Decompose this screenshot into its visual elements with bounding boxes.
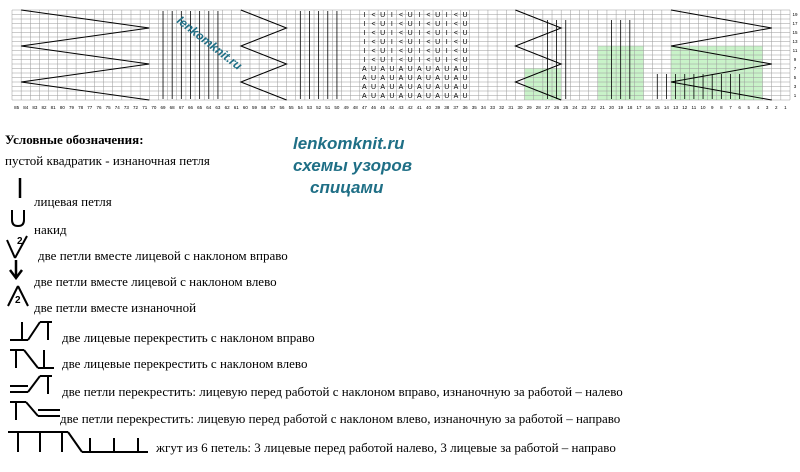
lace-stitch-mark: < [453,57,458,64]
col-number: 74 [114,105,120,110]
lace-stitch-mark: A [416,75,422,82]
legend-item-cross-left: две лицевые перекрестить с наклоном влево [62,356,308,371]
lace-stitch-mark: A [380,66,386,73]
col-number: 9 [710,105,714,110]
cross-knit-purl-left-icon [8,398,64,424]
lace-stitch-mark: < [398,57,404,64]
lace-stitch-mark: < [371,57,376,64]
lace-stitch-mark: A [362,93,367,100]
col-number: 46 [371,105,377,110]
lace-stitch-mark: I [363,30,366,37]
lace-stitch-mark: A [398,66,404,73]
lace-stitch-mark: < [371,39,376,46]
lace-stitch-mark: U [389,66,395,73]
lace-stitch-mark: < [371,30,376,37]
lace-stitch-mark: A [398,84,404,91]
lace-stitch-mark: I [418,57,421,64]
lace-stitch-mark: I [445,48,448,55]
lace-stitch-mark: U [389,84,395,91]
col-number: 57 [270,105,276,110]
col-number: 19 [618,105,624,110]
lace-stitch-mark: U [435,12,441,19]
lace-stitch-mark: < [453,12,458,19]
row-number: 15 [792,30,798,35]
k2tog-right-icon [5,232,31,260]
legend-item-knit: лицевая петля [34,194,112,209]
p2tog-icon [6,284,30,308]
col-number: 49 [343,105,349,110]
col-number: 31 [508,105,514,110]
lace-stitch-mark: I [445,39,448,46]
lace-stitch-mark: U [380,39,386,46]
lace-stitch-mark: I [445,57,448,64]
lace-stitch-mark: A [416,93,422,100]
lace-stitch-mark: U [435,21,441,28]
legend-empty-square: пустой квадратик - изнаночная петля [5,153,210,168]
col-number: 54 [297,105,303,110]
lace-stitch-mark: < [453,39,458,46]
legend-item-cable-6: жгут из 6 петель: 3 лицевые перед работой налево, 3 лицевые за работой – направо [156,440,616,455]
lace-stitch-mark: < [398,39,404,46]
lace-stitch-mark: I [418,48,421,55]
col-number: 26 [554,105,560,110]
col-number: 65 [197,105,203,110]
col-number: 33 [490,105,496,110]
col-number: 25 [563,105,569,110]
col-number: 73 [123,105,129,110]
col-number: 85 [14,105,20,110]
col-number: 66 [187,105,193,110]
col-number: 29 [526,105,532,110]
chart-watermark: lenkomknit.ru [174,13,245,73]
lace-stitch-mark: U [462,93,468,100]
lace-stitch-mark: I [390,21,393,28]
lace-stitch-mark: U [380,57,386,64]
lace-stitch-mark: I [363,39,366,46]
row-numbers [792,12,798,98]
lace-stitch-mark: < [371,12,376,19]
knitting-chart [0,0,800,120]
col-number: 39 [435,105,441,110]
col-number: 53 [306,105,312,110]
lace-stitch-mark: A [362,66,367,73]
lace-stitch-mark: U [380,12,386,19]
col-number: 5 [747,105,751,110]
col-number: 77 [87,105,93,110]
row-number: 5 [793,75,797,80]
col-number: 58 [261,105,267,110]
col-number: 28 [535,105,541,110]
lace-stitch-mark: A [380,75,386,82]
col-number: 84 [23,105,29,110]
col-number: 23 [581,105,587,110]
lace-stitch-mark: U [435,57,441,64]
lace-stitch-mark: U [444,66,450,73]
brand-line-3: спицами [310,178,384,197]
lace-stitch-mark: U [462,57,468,64]
col-number: 16 [645,105,651,110]
lace-stitch-mark: U [435,30,441,37]
lace-stitch-mark: A [398,75,404,82]
lace-stitch-mark: U [380,30,386,37]
col-number: 1 [784,105,787,110]
lace-stitch-mark: U [407,30,413,37]
lace-stitch-mark: U [462,12,468,19]
lace-stitch-mark: U [462,75,468,82]
lace-stitch-mark: U [389,75,395,82]
lace-stitch-mark: U [371,84,377,91]
lace-stitch-mark: A [362,75,367,82]
lace-stitch-mark: I [390,48,393,55]
col-number: 10 [700,105,706,110]
legend-item-p2tog: две петли вместе изнаночной [34,300,197,315]
col-number: 50 [334,105,340,110]
lace-stitch-mark: U [407,21,413,28]
lace-stitch-mark: I [390,39,393,46]
brand-line-2: схемы узоров [293,156,413,175]
col-number: 68 [169,105,175,110]
column-numbers [14,105,787,110]
legend-item-k2tog-left: две петли вместе лицевой с наклоном влево [34,274,277,289]
col-number: 42 [407,105,413,110]
col-number: 6 [738,105,741,110]
col-number: 12 [682,105,688,110]
row-number: 9 [793,57,797,62]
lace-stitch-mark: U [425,66,431,73]
lace-stitch-mark: A [380,84,386,91]
col-number: 41 [416,105,422,110]
lace-stitch-mark: A [416,66,422,73]
legend-item-yarn-over: накид [34,222,67,237]
lace-stitch-mark: I [363,12,366,19]
col-number: 27 [544,105,550,110]
col-number: 20 [609,105,615,110]
legend-item-cross-knit-purl-left: две петли перекрестить: лицевую перед работой с наклоном влево, изнаночную за работой – направо [60,411,621,426]
row-number: 3 [793,84,797,89]
row-number: 17 [792,21,798,26]
lace-stitch-mark: A [435,84,440,91]
lace-stitch-mark: U [462,30,468,37]
lace-stitch-mark: U [462,66,468,73]
lace-stitch-mark: < [426,48,431,55]
lace-stitch-mark: I [445,21,448,28]
col-number: 51 [325,105,331,110]
lace-stitch-mark: < [398,30,404,37]
cable-6-icon [6,428,152,456]
lace-stitch-mark: U [425,93,431,100]
lace-stitch-mark: A [435,75,440,82]
knit-stitch-icon [12,176,32,200]
lace-stitch-mark: U [371,93,377,100]
col-number: 81 [50,105,56,110]
col-number: 36 [462,105,468,110]
col-number: 43 [398,105,404,110]
lace-stitch-mark: U [407,66,413,73]
lace-stitch-mark: < [398,12,404,19]
lace-stitch-mark: I [445,12,448,19]
lace-stitch-mark: A [398,93,404,100]
col-number: 22 [590,105,596,110]
col-number: 4 [756,105,760,110]
lace-stitch-mark: U [407,84,413,91]
lace-stitch-mark: U [389,93,395,100]
col-number: 62 [224,105,230,110]
lace-stitch-mark: < [398,48,404,55]
lace-stitch-mark: A [362,84,367,91]
row-number: 19 [792,12,798,17]
lace-stitch-mark: < [426,21,431,28]
lace-stitch-mark: A [416,84,422,91]
lace-stitch-mark: A [453,84,459,91]
lace-stitch-mark: U [462,84,468,91]
col-number: 17 [636,105,642,110]
col-number: 24 [572,105,578,110]
col-number: 83 [32,105,38,110]
col-number: 64 [206,105,212,110]
lace-stitch-mark: A [453,75,459,82]
col-number: 72 [133,105,139,110]
col-number: 59 [252,105,258,110]
col-number: 69 [160,105,166,110]
lace-stitch-mark: < [426,39,431,46]
col-number: 21 [599,105,605,110]
row-number: 1 [793,93,797,98]
col-number: 71 [142,105,148,110]
lace-stitch-mark: I [418,30,421,37]
col-number: 30 [517,105,523,110]
lace-stitch-mark: A [380,93,386,100]
lace-stitch-mark: < [371,48,376,55]
lace-stitch-mark: I [363,57,366,64]
col-number: 37 [453,105,459,110]
col-number: 55 [288,105,294,110]
cross-right-icon [8,318,58,344]
lace-stitch-mark: < [426,57,431,64]
lace-stitch-mark: U [444,75,450,82]
legend-item-k2tog-right: две петли вместе лицевой с наклоном вправо [38,248,288,263]
svg-text:2: 2 [15,295,21,306]
lace-stitch-mark: U [444,93,450,100]
col-number: 34 [480,105,486,110]
yarn-over-icon [8,208,28,228]
col-number: 7 [729,105,732,110]
lace-stitch-mark: U [435,48,441,55]
col-number: 8 [720,105,723,110]
svg-text:2: 2 [17,236,23,247]
col-number: 75 [105,105,111,110]
lace-stitch-mark: I [418,12,421,19]
lace-stitch-mark: U [425,84,431,91]
lace-stitch-mark: U [371,66,377,73]
lace-stitch-mark: U [425,75,431,82]
lace-stitch-mark: < [371,21,376,28]
col-number: 47 [361,105,367,110]
col-number: 82 [41,105,47,110]
col-number: 14 [663,105,669,110]
col-number: 60 [242,105,248,110]
lace-stitch-mark: U [407,57,413,64]
lace-stitch-mark: A [453,93,459,100]
col-number: 52 [316,105,322,110]
col-number: 3 [765,105,769,110]
col-number: 63 [215,105,221,110]
lace-stitch-mark: I [390,12,393,19]
col-number: 67 [178,105,184,110]
lace-stitch-mark: I [418,21,421,28]
lace-stitch-mark: I [390,57,393,64]
col-number: 32 [499,105,505,110]
lace-stitch-mark: < [398,21,404,28]
lace-stitch-mark: A [453,66,459,73]
lace-stitch-mark: < [453,21,458,28]
lace-stitch-mark: I [418,39,421,46]
col-number: 35 [471,105,477,110]
col-number: 79 [68,105,75,110]
col-number: 61 [233,105,239,110]
lace-stitch-mark: U [380,48,386,55]
row-number: 13 [792,39,798,44]
col-number: 18 [627,105,633,110]
lace-stitch-mark: I [445,30,448,37]
lace-stitch-mark: A [435,93,440,100]
col-number: 40 [425,105,431,110]
lace-stitch-mark: U [380,21,386,28]
brand-line-1: lenkomknit.ru [293,134,405,153]
lace-stitch-mark: U [371,75,377,82]
lace-stitch-mark: < [453,48,458,55]
col-number: 76 [96,105,102,110]
row-number: 7 [793,66,797,71]
lace-stitch-mark: U [407,12,413,19]
lace-stitch-mark: U [407,48,413,55]
col-number: 11 [691,105,697,110]
lace-stitch-mark: I [363,21,366,28]
lace-stitch-mark: U [462,39,468,46]
legend-title: Условные обозначения: [5,132,144,147]
col-number: 15 [654,105,660,110]
lace-stitch-mark: U [407,93,413,100]
k2tog-left-icon [8,258,28,280]
lace-stitch-mark: U [444,84,450,91]
col-number: 45 [380,105,386,110]
col-number: 38 [444,105,450,110]
lace-stitch-mark: U [407,75,413,82]
lace-stitch-mark: U [462,48,468,55]
col-number: 48 [352,105,358,110]
col-number: 80 [59,105,65,110]
lace-stitch-mark: < [426,12,431,19]
col-number: 56 [279,105,285,110]
lace-stitch-mark: I [390,30,393,37]
lace-stitch-mark: A [435,66,440,73]
legend-item-cross-right: две лицевые перекрестить с наклоном вправо [62,330,315,345]
col-number: 2 [775,105,778,110]
legend-item-cross-knit-purl-right: две петли перекрестить: лицевую перед работой с наклоном вправо, изнаночную за работой – налево [62,384,623,399]
cross-knit-purl-right-icon [8,372,58,398]
col-number: 70 [151,105,157,110]
lace-stitch-mark: U [462,21,468,28]
cross-left-icon [8,346,58,372]
lace-stitch-mark: < [453,30,458,37]
lace-stitch-mark: U [435,39,441,46]
row-number: 11 [792,48,798,53]
col-number: 13 [673,105,679,110]
lace-stitch-mark: < [426,30,431,37]
lace-stitch-mark: I [363,48,366,55]
col-number: 44 [389,105,395,110]
lace-stitch-mark: U [407,39,413,46]
col-number: 78 [78,105,84,110]
